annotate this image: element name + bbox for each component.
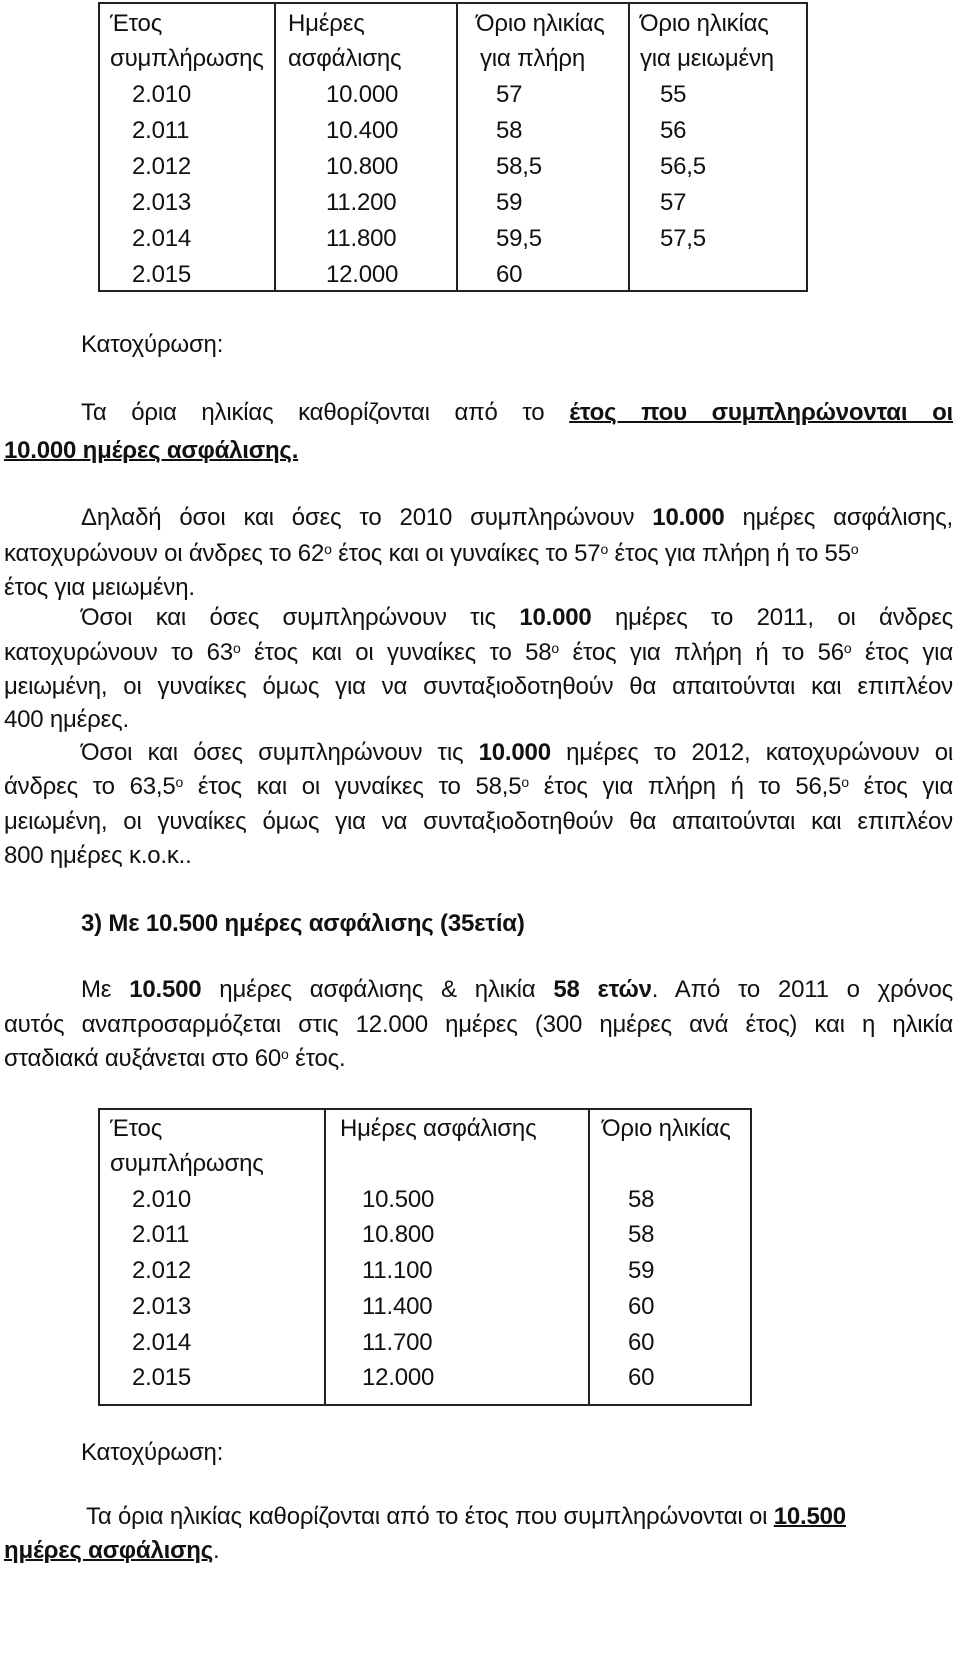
cell-reduced-age: 57 [660, 189, 687, 216]
cell-year: 2.010 [132, 1186, 192, 1213]
cell-reduced-age: 56 [660, 117, 687, 144]
cell-year: 2.015 [132, 261, 192, 288]
header-days: Ημέρες [288, 10, 365, 37]
cell-reduced-age: 57,5 [660, 225, 706, 252]
header-year: Έτος [110, 10, 163, 37]
cell-year: 2.014 [132, 1329, 192, 1356]
cell-age: 58 [628, 1186, 655, 1213]
header-full-age: Όριο ηλικίας [476, 10, 605, 37]
cell-days: 10.500 [362, 1186, 435, 1213]
cell-days: 10.800 [326, 153, 399, 180]
cell-year: 2.013 [132, 189, 192, 216]
cell-days: 11.100 [362, 1257, 433, 1284]
header-days-2: ασφάλισης [288, 45, 402, 72]
header-year-2: συμπλήρωσης [110, 45, 264, 72]
note-line: Τα όρια ηλικίας καθορίζονται από το έτος που συμπληρώνονται οι 10.500 [86, 1503, 846, 1530]
cell-days: 10.400 [326, 117, 399, 144]
header-year: Έτος [110, 1115, 163, 1142]
header-reduced-age-2: για μειωμένη [640, 45, 774, 72]
section-line: αυτός αναπροσαρμόζεται στις 12.000 ημέρες (300 ημέρες ανά έτος) και η ηλικία [4, 1011, 953, 1038]
cell-year: 2.010 [132, 81, 192, 108]
cell-days: 12.000 [362, 1364, 435, 1391]
section-line: σταδιακά αυξάνεται στο $60^o$ έτος. [4, 1045, 346, 1072]
note-line: Τα όρια ηλικίας καθορίζονται από το έτος που συμπληρώνονται οι [81, 399, 953, 426]
section-line: Με 10.500 ημέρες ασφάλισης & ηλικία 58 ετών. Από το 2011 ο χρόνος [81, 976, 953, 1003]
header-full-age-2: για πλήρη [480, 45, 585, 72]
note-line-2: 10.000 ημέρες ασφάλισης. [4, 437, 299, 464]
paragraph-line: μειωμένη, οι γυναίκες όμως για να συνταξιοδοτηθούν θα απαιτούνται και επιπλέον [4, 673, 953, 700]
header-year-2: συμπλήρωσης [110, 1150, 264, 1177]
cell-age: 60 [628, 1329, 655, 1356]
paragraph-line: κατοχυρώνουν το $63^o$ έτος και οι γυναίκες το $58^o$ έτος για πλήρη ή το $56^o$ έτος για [4, 639, 953, 666]
cell-days: 11.400 [362, 1293, 433, 1320]
retirement-table-2 [98, 1108, 752, 1406]
cell-year: 2.012 [132, 153, 192, 180]
header-age: Όριο ηλικίας [602, 1115, 731, 1142]
paragraph-line: άνδρες το $63,5^o$ έτος και οι γυναίκες το $58,5^o$ έτος για πλήρη ή το $56,5^o$ έτος για [4, 773, 954, 800]
note-heading: Κατοχύρωση: [81, 331, 224, 358]
cell-days: 10.000 [326, 81, 399, 108]
paragraph-line: 800 ημέρες κ.ο.κ.. [4, 842, 192, 869]
paragraph-line: έτος για μειωμένη. [4, 574, 195, 601]
paragraph-line: Όσοι και όσες συμπληρώνουν τις 10.000 ημέρες το 2011, οι άνδρες [81, 604, 953, 631]
cell-full-age: 58 [496, 117, 523, 144]
header-days: Ημέρες ασφάλισης [340, 1115, 537, 1142]
paragraph-line: 400 ημέρες. [4, 706, 129, 733]
cell-age: 59 [628, 1257, 655, 1284]
cell-age: 60 [628, 1293, 655, 1320]
cell-full-age: 59,5 [496, 225, 542, 252]
cell-days: 11.200 [326, 189, 397, 216]
cell-reduced-age: 55 [660, 81, 687, 108]
paragraph-line: μειωμένη, οι γυναίκες όμως για να συνταξιοδοτηθούν θα απαιτούνται και επιπλέον [4, 808, 953, 835]
note-line-2: ημέρες ασφάλισης. [4, 1537, 220, 1564]
cell-year: 2.013 [132, 1293, 192, 1320]
cell-full-age: 58,5 [496, 153, 542, 180]
paragraph-line: κατοχυρώνουν οι άνδρες το $62^o$ έτος και οι γυναίκες το $57^o$ έτος για πλήρη ή το $55^o$ [4, 540, 859, 567]
cell-days: 12.000 [326, 261, 399, 288]
cell-year: 2.011 [132, 1221, 190, 1248]
cell-age: 60 [628, 1364, 655, 1391]
cell-days: 11.800 [326, 225, 397, 252]
cell-year: 2.014 [132, 225, 192, 252]
cell-full-age: 59 [496, 189, 523, 216]
cell-full-age: 60 [496, 261, 523, 288]
cell-days: 10.800 [362, 1221, 435, 1248]
cell-age: 58 [628, 1221, 655, 1248]
cell-year: 2.012 [132, 1257, 192, 1284]
section-heading: 3) Με 10.500 ημέρες ασφάλισης (35ετία) [81, 910, 525, 937]
cell-full-age: 57 [496, 81, 523, 108]
paragraph-line: Δηλαδή όσοι και όσες το 2010 συμπληρώνουν 10.000 ημέρες ασφάλισης, [81, 504, 953, 531]
paragraph-line: Όσοι και όσες συμπληρώνουν τις 10.000 ημέρες το 2012, κατοχυρώνουν οι [81, 739, 953, 766]
cell-reduced-age: 56,5 [660, 153, 706, 180]
cell-days: 11.700 [362, 1329, 433, 1356]
cell-year: 2.011 [132, 117, 190, 144]
cell-year: 2.015 [132, 1364, 192, 1391]
retirement-table-1 [98, 2, 808, 292]
note-heading: Κατοχύρωση: [81, 1439, 224, 1466]
header-reduced-age: Όριο ηλικίας [640, 10, 769, 37]
